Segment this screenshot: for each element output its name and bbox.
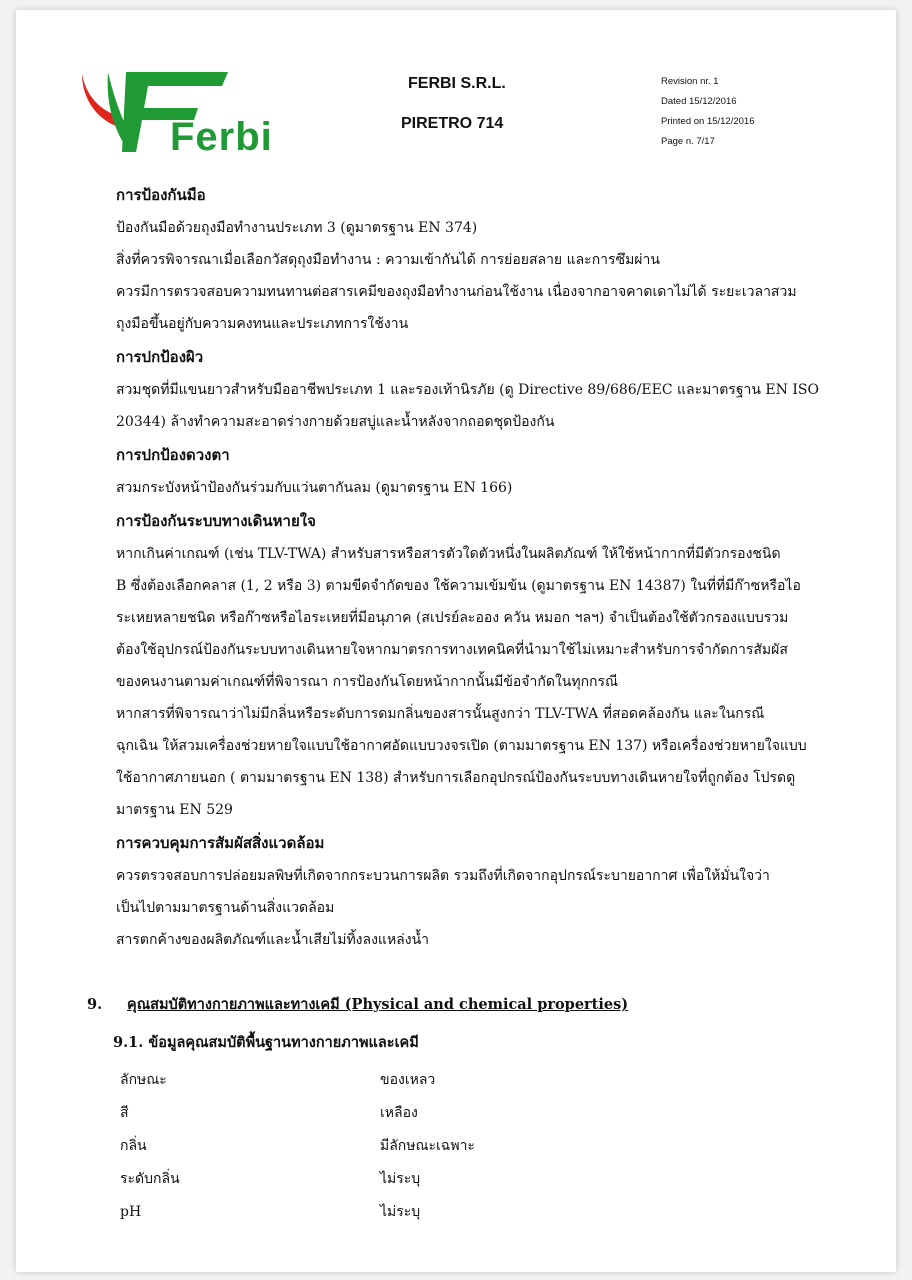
dated: Dated 15/12/2016 xyxy=(661,96,737,107)
paragraph-respiratory-protection xyxy=(116,538,876,826)
heading-hand-protection: การป้องกันมือ xyxy=(116,186,206,204)
section-9-title: คุณสมบัติทางกายภาพและทางเคมี (Physical and chemical properties) xyxy=(127,996,629,1013)
text-line: 20344) ล้างทำความสะอาดร่างกายด้วยสบู่และน้ำหลังจากถอดชุดป้องกัน xyxy=(116,414,555,430)
text-line: ถุงมือขึ้นอยู่กับความคงทนและประเภทการใช้งาน xyxy=(116,316,409,332)
text-line: เป็นไปตามมาตรฐานด้านสิ่งแวดล้อม xyxy=(116,900,335,916)
text-line: B ซึ่งต้องเลือกคลาส (1, 2 หรือ 3) ตามขีดจำกัดของ ใช้ความเข้มข้น (ดูมาตรฐาน EN 14387) ในที่ที่มีก๊าซหรือไอ xyxy=(116,578,801,594)
text-line: ของคนงานตามค่าเกณฑ์ที่พิจารณา การป้องกันโดยหน้ากากนั้นมีข้อจำกัดในทุกกรณี xyxy=(116,674,619,690)
section-9-number: 9. xyxy=(87,996,103,1013)
paragraph-hand-protection xyxy=(116,212,876,340)
property-row xyxy=(120,1097,620,1130)
property-value: มีลักษณะเฉพาะ xyxy=(380,1138,475,1154)
product-name: PIRETRO 714 xyxy=(401,115,504,132)
revision-info xyxy=(661,72,755,152)
heading-environmental-exposure: การควบคุมการสัมผัสสิ่งแวดล้อม xyxy=(116,834,325,852)
property-value: เหลือง xyxy=(380,1105,418,1121)
text-line: สารตกค้างของผลิตภัณฑ์และน้ำเสียไม่ทิ้งลงแหล่งน้ำ xyxy=(116,932,430,948)
paragraph-environmental-exposure xyxy=(116,860,876,956)
printed-on: Printed on 15/12/2016 xyxy=(661,116,755,127)
heading-skin-protection: การปกป้องผิว xyxy=(116,348,204,366)
property-key: ระดับกลิ่น xyxy=(120,1171,180,1187)
text-line: ควรมีการตรวจสอบความทนทานต่อสารเคมีของถุงมือทำงานก่อนใช้งาน เนื่องจากอาจคาดเดาไม่ได้ ระยะเวลาสวม xyxy=(116,284,797,300)
properties-table xyxy=(120,1064,620,1229)
text-line: ต้องใช้อุปกรณ์ป้องกันระบบทางเดินหายใจหากมาตรการทางเทคนิคที่นำมาใช้ไม่เหมาะสำหรับการจำกัดการสัมผัส xyxy=(116,642,788,658)
property-key: กลิ่น xyxy=(120,1138,147,1154)
property-row xyxy=(120,1130,620,1163)
property-value: ไม่ระบุ xyxy=(380,1171,421,1187)
text-line: ป้องกันมือด้วยถุงมือทำงานประเภท 3 (ดูมาตรฐาน EN 374) xyxy=(116,220,478,236)
text-line: สวมชุดที่มีแขนยาวสำหรับมืออาชีพประเภท 1 และรองเท้านิรภัย (ดู Directive 89/686/EEC และมาตรฐาน EN ISO xyxy=(116,382,819,398)
property-key: pH xyxy=(120,1204,142,1220)
ferbi-logo xyxy=(78,68,278,158)
heading-eye-protection: การปกป้องดวงตา xyxy=(116,446,230,464)
property-key: สี xyxy=(120,1105,129,1121)
logo-text: Ferbi xyxy=(170,115,273,158)
property-row xyxy=(120,1196,620,1229)
paragraph-eye-protection xyxy=(116,472,876,504)
subsection-9-1-heading: 9.1. ข้อมูลคุณสมบัติพื้นฐานทางกายภาพและเคมี xyxy=(113,1034,419,1051)
revision-number: Revision nr. 1 xyxy=(661,76,719,87)
text-line: ควรตรวจสอบการปล่อยมลพิษที่เกิดจากกระบวนการผลิต รวมถึงที่เกิดจากอุปกรณ์ระบายอากาศ เพื่อให้มั่นใจว่า xyxy=(116,868,770,884)
paragraph-skin-protection xyxy=(116,374,876,438)
property-row xyxy=(120,1064,620,1097)
property-value: ไม่ระบุ xyxy=(380,1204,421,1220)
text-line: หากสารที่พิจารณาว่าไม่มีกลิ่นหรือระดับการดมกลิ่นของสารนั้นสูงกว่า TLV-TWA ที่สอดคล้องกัน และในกรณี xyxy=(116,706,765,722)
company-name: FERBI S.R.L. xyxy=(408,75,506,92)
text-line: สิ่งที่ควรพิจารณาเมื่อเลือกวัสดุถุงมือทำงาน : ความเข้ากันได้ การย่อยสลาย และการซึมผ่าน xyxy=(116,252,660,268)
text-line: มาตรฐาน EN 529 xyxy=(116,802,233,818)
property-value: ของเหลว xyxy=(380,1072,436,1088)
property-row xyxy=(120,1163,620,1196)
heading-respiratory-protection: การป้องกันระบบทางเดินหายใจ xyxy=(116,512,316,530)
text-line: สวมกระบังหน้าป้องกันร่วมกับแว่นตากันลม (ดูมาตรฐาน EN 166) xyxy=(116,480,513,496)
document-page xyxy=(16,10,896,1272)
text-line: หากเกินค่าเกณฑ์ (เช่น TLV-TWA) สำหรับสารหรือสารตัวใดตัวหนึ่งในผลิตภัณฑ์ ให้ใช้หน้ากากที่มีตัวกรองชนิด xyxy=(116,546,781,562)
section-9-heading xyxy=(87,993,628,1016)
text-line: ใช้อากาศภายนอก ( ตามมาตรฐาน EN 138) สำหรับการเลือกอุปกรณ์ป้องกันระบบทางเดินหายใจที่ถูกต้อง โปรดดู xyxy=(116,770,796,786)
text-line: ระเหยหลายชนิด หรือก๊าซหรือไอระเหยที่มีอนุภาค (สเปรย์ละออง ควัน หมอก ฯลฯ) จำเป็นต้องใช้ตัวกรองแบบรวม xyxy=(116,610,789,626)
section-8-content xyxy=(116,178,876,956)
property-key: ลักษณะ xyxy=(120,1072,167,1088)
page-number: Page n. 7/17 xyxy=(661,136,715,147)
text-line: ฉุกเฉิน ให้สวมเครื่องช่วยหายใจแบบใช้อากาศอัดแบบวงจรเปิด (ตามมาตรฐาน EN 137) หรือเครื่องช่วยหายใจแบบ xyxy=(116,738,807,754)
